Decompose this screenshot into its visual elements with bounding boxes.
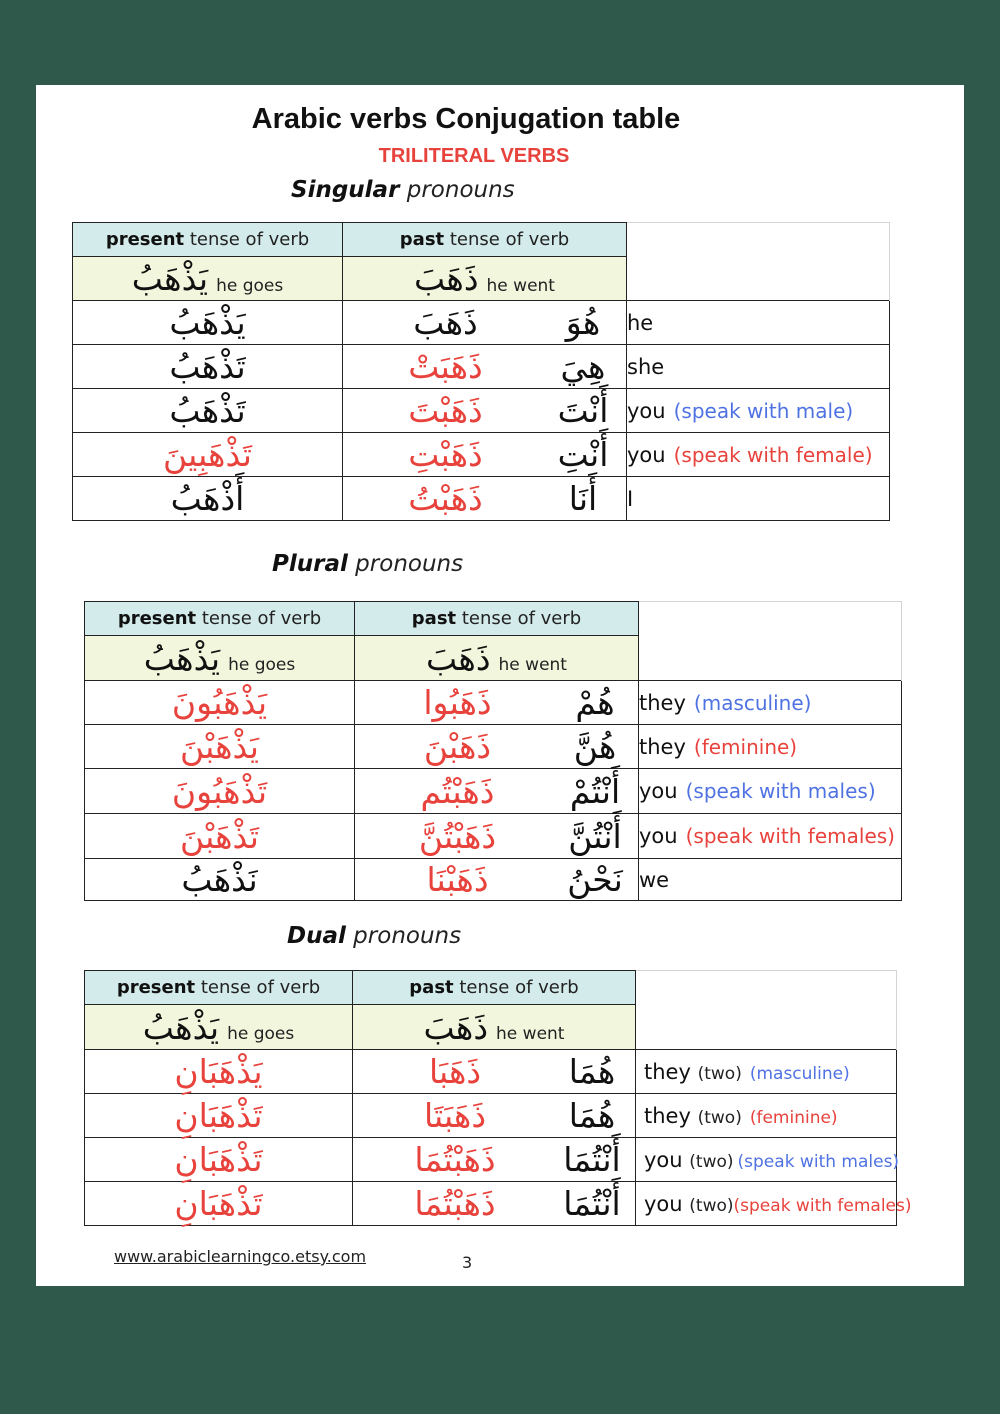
table-row — [85, 1138, 897, 1182]
past-verb: ذَهَبْتُمَا — [414, 1140, 496, 1179]
dual-heading-bold: Dual — [287, 923, 346, 949]
usage-note: (speak with females) — [733, 1195, 912, 1216]
english-pronoun: they — [644, 1103, 691, 1128]
pronoun: أَنْتُنَّ — [568, 816, 622, 856]
singular-blank-header — [627, 223, 890, 301]
english-pronoun: I — [627, 486, 634, 511]
present-verb: يَذْهَبْنَ — [180, 727, 259, 766]
etsy-store-link[interactable]: www.arabiclearningco.etsy.com — [114, 1247, 367, 1266]
table-row — [85, 769, 902, 814]
english-pronoun: you — [644, 1147, 683, 1172]
singular-heading — [291, 177, 515, 203]
usage-note: (masculine) — [693, 690, 812, 715]
present-verb: تَذْهَبَانِ — [174, 1140, 263, 1179]
table-row — [85, 814, 902, 859]
usage-note: (speak with males) — [737, 1151, 900, 1172]
present-verb: تَذْهَبِينَ — [163, 435, 252, 474]
table-row — [73, 345, 890, 389]
pronoun: نَحْنُ — [567, 860, 623, 899]
past-verb: ذَهَبْتُمَا — [414, 1184, 496, 1223]
english-pronoun: she — [627, 354, 665, 379]
dual-base-past: ذَهَبَ he went — [353, 1005, 636, 1050]
english-pronoun: he — [627, 310, 654, 335]
pronoun: أَنْتَ — [557, 391, 609, 430]
pronoun: هِيَ — [560, 347, 606, 386]
singular-past-header: past tense of verb — [343, 223, 627, 257]
english-pronoun: they — [639, 690, 686, 715]
dual-present-header: present tense of verb — [85, 971, 353, 1005]
present-verb: تَذْهَبَانِ — [174, 1184, 263, 1223]
past-verb: ذَهَبْتَ — [408, 391, 483, 430]
present-verb: أَذْهَبُ — [170, 479, 245, 518]
usage-note: (masculine) — [749, 1063, 850, 1084]
two-label: (two) — [689, 1151, 734, 1172]
plural-base-past: ذَهَبَ he went — [355, 636, 639, 681]
pronoun: هُمَا — [568, 1052, 616, 1091]
english-pronoun: you — [627, 442, 666, 467]
english-pronoun: you — [639, 779, 678, 803]
present-verb: تَذْهَبُ — [169, 347, 246, 386]
past-verb: ذَهَبَ — [413, 303, 478, 342]
table-row — [85, 725, 902, 769]
table-row — [73, 389, 890, 433]
singular-table — [72, 222, 890, 521]
present-verb: تَذْهَبُونَ — [171, 771, 268, 811]
pronoun: هُنَّ — [573, 727, 617, 766]
plural-heading — [272, 551, 463, 577]
present-verb: تَذْهَبُ — [169, 391, 246, 430]
present-verb: يَذْهَبُونَ — [171, 683, 268, 722]
past-verb: ذَهَبَتَا — [423, 1096, 487, 1135]
plural-table — [84, 601, 902, 901]
usage-note: (feminine) — [749, 1107, 838, 1128]
usage-note: (feminine) — [693, 734, 798, 759]
pronoun: هُمْ — [575, 683, 615, 722]
table-row — [73, 477, 890, 521]
past-verb: ذَهَبْتُنَّ — [418, 816, 497, 856]
page-number: 3 — [462, 1253, 473, 1272]
plural-blank-header — [639, 602, 902, 681]
present-verb: يَذْهَبُ — [169, 303, 246, 342]
table-row — [73, 301, 890, 345]
dual-heading — [287, 923, 461, 949]
present-verb: تَذْهَبْنَ — [180, 816, 259, 856]
two-label: (two) — [697, 1107, 742, 1128]
english-pronoun: they — [644, 1059, 691, 1084]
past-verb: ذَهَبُوا — [423, 683, 492, 722]
table-row — [85, 859, 902, 901]
table-row — [85, 1182, 897, 1226]
document-page — [36, 85, 964, 1286]
singular-present-header: present tense of verb — [73, 223, 343, 257]
english-pronoun: they — [639, 734, 686, 759]
pronoun: أَنْتُمَا — [563, 1140, 621, 1179]
plural-past-header: past tense of verb — [355, 602, 639, 636]
past-verb: ذَهَبْتُ — [408, 479, 483, 518]
past-verb: ذَهَبْنَا — [426, 860, 489, 899]
english-pronoun: you — [627, 398, 666, 423]
pronoun: أَنْتُمَا — [563, 1184, 621, 1223]
plural-heading-bold: Plural — [272, 551, 348, 577]
singular-base-past: ذَهَبَ he went — [343, 257, 627, 301]
pronoun: أَنَا — [568, 479, 598, 518]
present-verb: يَذْهَبَانِ — [174, 1052, 263, 1091]
two-label: (two) — [689, 1195, 734, 1216]
english-pronoun: you — [639, 824, 678, 848]
two-label: (two) — [697, 1063, 742, 1084]
dual-heading-rest: pronouns — [345, 923, 462, 949]
dual-table — [84, 970, 912, 1226]
page-subtitle: TRILITERAL VERBS — [378, 145, 570, 167]
singular-base-present: يَذْهَبُ he goes — [73, 257, 343, 301]
plural-heading-rest: pronouns — [347, 551, 464, 577]
singular-heading-rest: pronouns — [399, 177, 515, 203]
past-verb: ذَهَبَتْ — [408, 347, 483, 386]
past-verb: ذَهَبْنَ — [423, 727, 492, 766]
english-pronoun: we — [639, 867, 670, 892]
usage-note: (speak with females) — [685, 824, 895, 848]
table-row — [85, 681, 902, 725]
present-verb: نَذْهَبُ — [181, 860, 258, 899]
table-row — [73, 433, 890, 477]
plural-present-header: present tense of verb — [85, 602, 355, 636]
dual-blank-header — [636, 971, 897, 1050]
past-verb: ذَهَبَا — [428, 1052, 482, 1091]
pronoun: هُمَا — [568, 1096, 616, 1135]
usage-note: (speak with male) — [673, 398, 854, 423]
usage-note: (speak with males) — [685, 779, 876, 803]
dual-past-header: past tense of verb — [353, 971, 636, 1005]
table-row — [85, 1094, 897, 1138]
past-verb: ذَهَبْتِ — [408, 435, 483, 474]
pronoun: أَنْتُمْ — [569, 771, 621, 811]
present-verb: تَذْهَبَانِ — [174, 1096, 263, 1135]
plural-base-present: يَذْهَبُ he goes — [85, 636, 355, 681]
past-verb: ذَهَبْتُم — [420, 771, 495, 811]
pronoun: هُوَ — [565, 303, 601, 342]
singular-heading-bold: Singular — [291, 177, 400, 203]
dual-base-present: يَذْهَبُ he goes — [85, 1005, 353, 1050]
page-title: Arabic verbs Conjugation table — [251, 103, 681, 135]
pronoun: أَنْتِ — [557, 435, 609, 474]
english-pronoun: you — [644, 1191, 683, 1216]
table-row — [85, 1050, 897, 1094]
usage-note: (speak with female) — [673, 442, 873, 467]
